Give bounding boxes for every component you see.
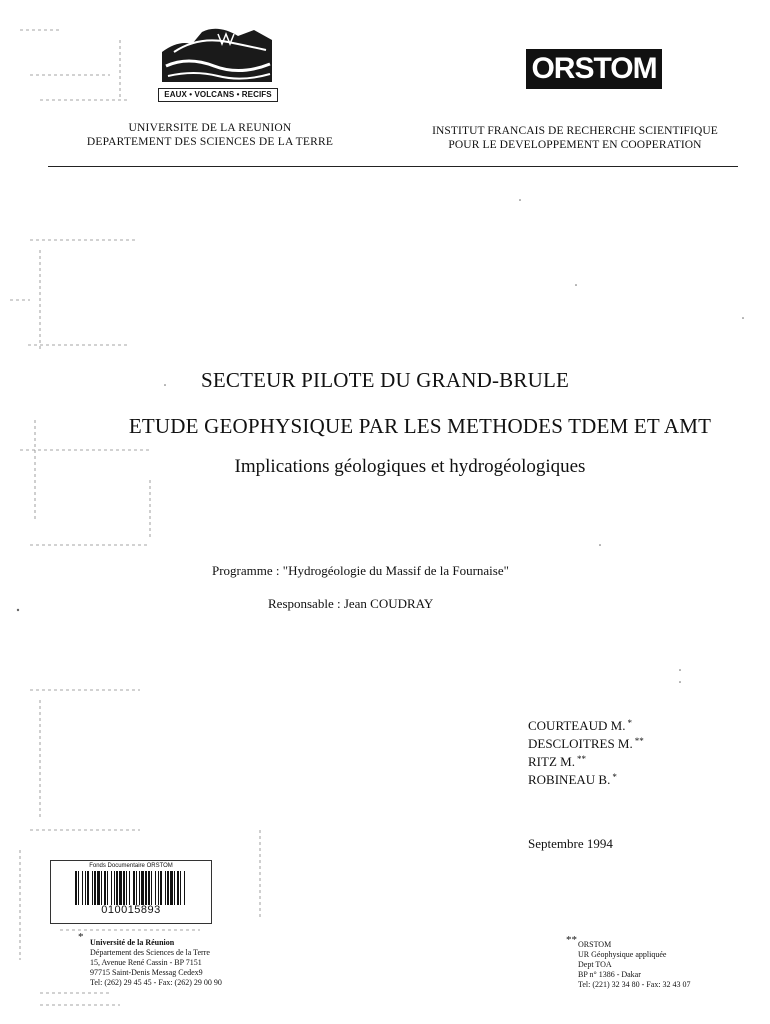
barcode-sticker [50,860,212,924]
institute-header [405,124,745,152]
logo-caption: EAUX • VOLCANS • RECIFS [158,88,278,102]
footer-line: BP n° 1386 - Dakar [578,970,641,979]
barcode-label: Fonds Documentaire ORSTOM [89,863,173,869]
title-subtitle: Implications géologiques et hydrogéologiques [234,456,586,477]
barcode-number: 010015893 [101,904,161,916]
author-name: RITZ M. [528,754,575,769]
footer-orstom-address [566,934,691,990]
footer-line: Université de la Réunion [90,938,175,947]
footer-line: Dept TOA [578,960,612,969]
author-entry [528,717,644,735]
author-entry [528,735,644,753]
university-name: UNIVERSITE DE LA REUNION [128,122,292,134]
institute-name-line2: POUR LE DEVELOPPEMENT EN COOPERATION [448,139,702,151]
responsable-line: Responsable : Jean COUDRAY [268,596,434,611]
footer-line: Département des Sciences de la Terre [90,948,210,957]
publication-date: Septembre 1994 [528,836,613,851]
programme-line: Programme : "Hydrogéologie du Massif de la Fournaise" [212,563,509,578]
institute-name-line1: INSTITUT FRANCAIS DE RECHERCHE SCIENTIFIQUE [432,125,718,137]
department-name: DEPARTEMENT DES SCIENCES DE LA TERRE [86,136,334,148]
footer-university-address [78,931,222,988]
footer-mark: * [78,931,84,943]
footer-line: 15, Avenue René Cassin - BP 7151 [90,958,202,967]
author-name: COURTEAUD M. [528,718,626,733]
author-entry [528,753,644,771]
footer-mark: ** [566,934,577,946]
author-mark: * [612,772,617,782]
author-name: DESCLOITRES M. [528,736,633,751]
university-header [40,121,380,149]
footer-line: 97715 Saint-Denis Messag Cedex9 [90,968,203,977]
author-name: ROBINEAU B. [528,772,611,787]
footer-line: UR Géophysique appliquée [578,950,667,959]
footer-line: ORSTOM [578,940,612,949]
footer-line: Tel: (262) 29 45 45 - Fax: (262) 29 00 90 [90,978,222,987]
barcode-bars [75,871,187,905]
author-mark: ** [634,736,644,746]
title-main: SECTEUR PILOTE DU GRAND-BRULE [200,368,570,392]
orstom-logo: ORSTOM [526,49,662,89]
header-rule [48,166,738,167]
authors-list [528,717,644,789]
author-mark: ** [576,754,586,764]
title-study: ETUDE GEOPHYSIQUE PAR LES METHODES TDEM ET AMT [128,414,712,438]
author-entry [528,771,644,789]
footer-line: Tel: (221) 32 34 80 - Fax: 32 43 07 [578,980,691,989]
author-mark: * [627,718,632,728]
